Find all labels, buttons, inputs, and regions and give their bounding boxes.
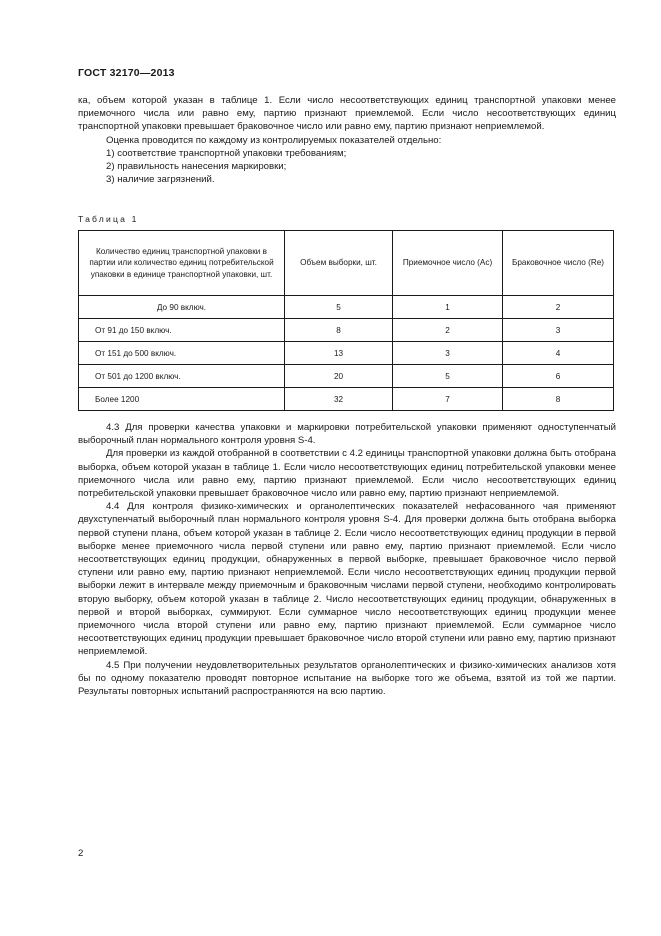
cell-rejection-number: 6 (503, 365, 614, 388)
table-header-row (79, 231, 614, 296)
section-4-4-paragraph: 4.4 Для контроля физико-химических и органолептических показателей нефасованного чая применяют двухступенчатый выборочный план нормального контроля уровня S-4. Для проверки должна быть отобрана выборка первой ступени плана, объем которой указан в таблице 2. Если число несоответствующих единиц продукции в первой выборке менее приемочного числа первой ступени или равно ему, партию признают приемлемой. Если число несоответствующих единиц продукции, обнаруженных в первой выборке, превышает браковочное число первой ступени или равно ему, партию признают неприемлемой. Если число несоответствующих единиц продукции первой выборки лежит в интервале между приемочным и браковочным числами первой ступени, необходимо контролировать вторую выборку, объем которой указан в таблице 2. Число несоответствующих единиц продукции, обнаруженных в первой и второй выборках, суммируют. Если суммарное число несоответствующих единиц продукции менее приемочного числа второй ступени или равно ему, партию признают приемлемой. Если суммарное число несоответствующих единиц продукции превышает браковочное число второй ступени или равно ему, партию признают неприемлемой. (78, 501, 616, 658)
standard-header: ГОСТ 32170—2013 (78, 67, 175, 79)
cell-rejection-number: 3 (503, 319, 614, 342)
criteria-item-2: 2) правильность нанесения маркировки; (106, 161, 287, 173)
cell-acceptance-number: 2 (393, 319, 503, 342)
criteria-item-3: 3) наличие загрязнений. (106, 174, 215, 186)
table-row (79, 342, 614, 365)
cell-sample-size: 32 (285, 388, 393, 411)
criteria-item-1: 1) соответствие транспортной упаковки требованиям; (106, 147, 347, 159)
header-acceptance-number: Приемочное число (Ас) (393, 231, 503, 296)
cell-acceptance-number: 1 (393, 296, 503, 319)
header-lot-size: Количество единиц транспортной упаковки в партии или количество единиц потребительской упаковки в единице транспортной упаковки, шт. (79, 231, 285, 296)
cell-rejection-number: 4 (503, 342, 614, 365)
cell-acceptance-number: 5 (393, 365, 503, 388)
table-caption: Таблица 1 (78, 214, 139, 224)
cell-sample-size: 20 (285, 365, 393, 388)
section-4-5-paragraph: 4.5 При получении неудовлетворительных результатов органолептических и физико-химических анализов хотя бы по одному показателю проводят повторное испытание на выборке того же объема, взятой из той же партии. Результаты повторных испытаний распространяются на всю партию. (78, 659, 616, 698)
table-row (79, 388, 614, 411)
intro-paragraph: ка, объем которой указан в таблице 1. Если число несоответствующих единиц транспортной упаковки менее приемочного числа или равно ему, партию признают приемлемой. Если число несоответствующих единиц транспортной упаковки превышает браковочное число или равно ему, партию признают неприемлемой. (78, 95, 616, 133)
sections-block (78, 421, 616, 698)
cell-lot-size: От 91 до 150 включ. (79, 319, 285, 342)
section-4-3-paragraph: 4.3 Для проверки качества упаковки и маркировки потребительской упаковки применяют одноступенчатый выборочный план нормального контроля уровня S-4. (78, 422, 616, 447)
cell-lot-size: Более 1200 (79, 388, 285, 411)
intro-block (78, 94, 616, 186)
cell-lot-size: От 151 до 500 включ. (79, 342, 285, 365)
table-row (79, 296, 614, 319)
cell-sample-size: 8 (285, 319, 393, 342)
table-row (79, 365, 614, 388)
cell-sample-size: 5 (285, 296, 393, 319)
cell-rejection-number: 8 (503, 388, 614, 411)
cell-rejection-number: 2 (503, 296, 614, 319)
page-number: 2 (78, 848, 84, 859)
cell-lot-size: От 501 до 1200 включ. (79, 365, 285, 388)
cell-lot-size: До 90 включ. (79, 296, 285, 319)
cell-sample-size: 13 (285, 342, 393, 365)
cell-acceptance-number: 7 (393, 388, 503, 411)
header-rejection-number: Браковочное число (Re) (503, 231, 614, 296)
assessment-paragraph: Оценка проводится по каждому из контролируемых показателей отдельно: (106, 134, 442, 146)
cell-acceptance-number: 3 (393, 342, 503, 365)
sampling-table (78, 230, 614, 411)
table-row (79, 319, 614, 342)
section-4-3-sampling-paragraph: Для проверки из каждой отобранной в соответствии с 4.2 единицы транспортной упаковки должна быть отобрана выборка, объем которой указан в таблице 1. Если число несоответствующих единиц потребительской упаковки менее приемочного числа или равно ему, партию признают приемлемой. Если число несоответствующих единиц потребительской упаковки превышает браковочное число или равно ему, партию признают неприемлемой. (78, 448, 616, 500)
header-sample-size: Объем выборки, шт. (285, 231, 393, 296)
